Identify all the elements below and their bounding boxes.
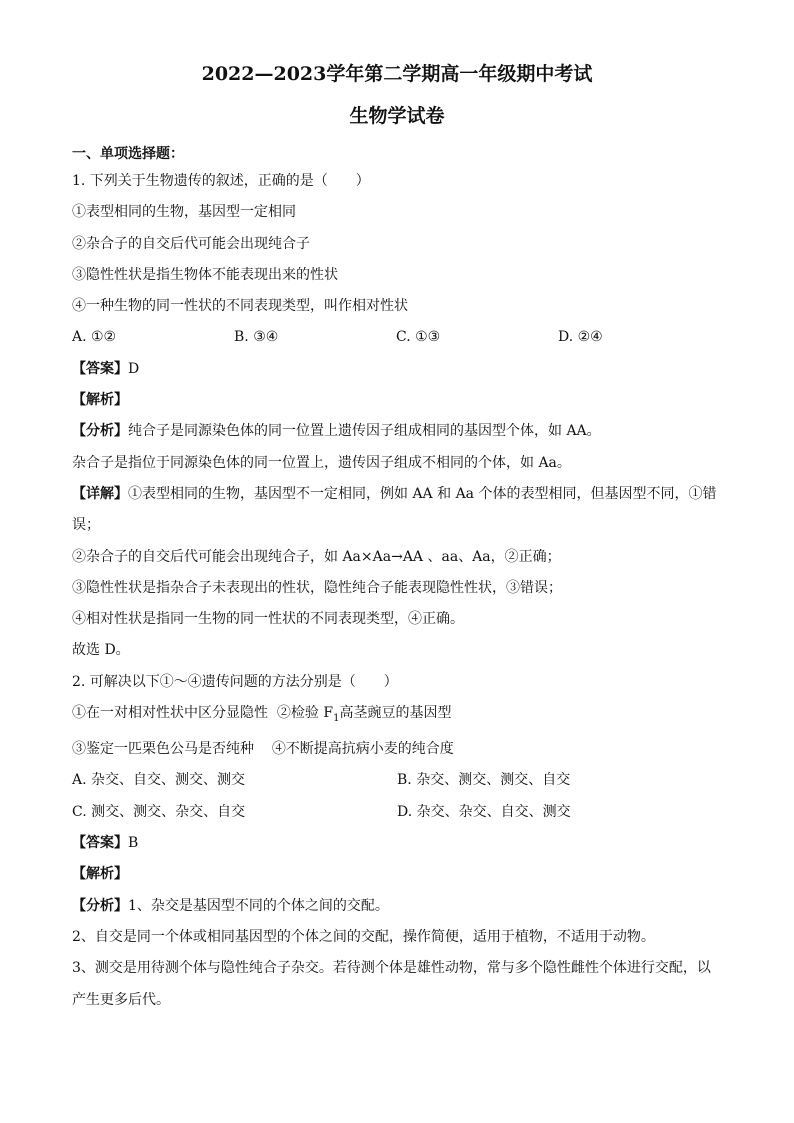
fenxi-text: 1、杂交是基因型不同的个体之间的交配。	[128, 897, 389, 914]
analysis-fenxi	[72, 891, 722, 922]
question-1-statement: ①表型相同的生物，基因型一定相同	[72, 204, 296, 221]
problem-3: ③鉴定一匹栗色公马是否纯种	[72, 741, 254, 758]
analysis-fenxi-line: 3、测交是用待测个体与隐性纯合子杂交。若待测个体是雄性动物，常与多个隐性雌性个体进行交配，以产生更多后代。	[72, 960, 711, 1008]
problem-2	[276, 705, 452, 724]
option-a: A. 杂交、自交、测交、测交	[72, 772, 246, 789]
xiangjie-tag: 【详解】	[72, 485, 128, 502]
answer-tag: 【答案】	[72, 835, 128, 852]
fenxi-tag: 【分析】	[72, 423, 128, 440]
analysis-fenxi-line: 2、自交是同一个体或相同基因型的个体之间的交配，操作简便，适用于植物，不适用于动物。	[72, 928, 655, 945]
problem-2-post: 高茎豌豆的基因型	[339, 705, 452, 722]
option-b: B. 杂交、测交、测交、自交	[397, 772, 571, 789]
option-d: D. ②④	[558, 329, 603, 346]
question-2-answer	[72, 828, 722, 859]
analysis-label: 【解析】	[72, 392, 128, 409]
analysis-fenxi	[72, 416, 722, 447]
analysis-xiangjie	[72, 479, 722, 542]
xiangjie-line: ②杂合子的自交后代可能会出现纯合子，如 Aa×Aa→AA 、aa、Aa，②正确；	[72, 548, 561, 565]
question-2-stem: 2. 可解决以下①～④遗传问题的方法分别是（ ）	[72, 673, 398, 690]
problem-2-pre: ②检验 F	[276, 705, 334, 722]
question-2-problems-row-2	[72, 734, 722, 765]
question-2-options-row-2	[72, 797, 722, 828]
xiangjie-text: ①表型相同的生物，基因型不一定相同，例如 AA 和 Aa 个体的表型相同，但基因型不同，①错误；	[72, 485, 717, 534]
problem-2-sub: 1	[333, 712, 340, 724]
xiangjie-line: ③隐性性状是指杂合子未表现出的性状，隐性纯合子能表现隐性性状，③错误；	[72, 579, 562, 596]
conclusion: 故选 D。	[72, 642, 130, 659]
question-2-options-row-1	[72, 765, 722, 796]
answer-tag: 【答案】	[72, 360, 128, 377]
analysis-label: 【解析】	[72, 866, 128, 883]
question-1-stem: 1. 下列关于生物遗传的叙述，正确的是（ ）	[72, 173, 370, 189]
question-1-statement: ②杂合子的自交后代可能会出现纯合子	[72, 235, 310, 252]
option-c: C. ①③	[396, 329, 441, 346]
xiangjie-line: ④相对性状是指同一生物的同一性状的不同表现类型，④正确。	[72, 611, 464, 628]
exam-title: 2022—2023学年第二学期高一年级期中考试	[201, 63, 593, 85]
section-heading: 一、单项选择题：	[72, 146, 184, 162]
option-b: B. ③④	[234, 329, 279, 346]
exam-subtitle: 生物学试卷	[349, 105, 445, 127]
question-1-answer	[72, 354, 722, 385]
problem-1: ①在一对相对性状中区分显隐性	[72, 705, 268, 722]
question-1-options	[72, 322, 722, 353]
option-a: A. ①②	[72, 329, 117, 346]
answer-value: D	[128, 360, 140, 377]
problem-4: ④不断提高抗病小麦的纯合度	[271, 741, 454, 758]
option-d: D. 杂交、杂交、自交、测交	[397, 803, 571, 820]
answer-value: B	[128, 835, 139, 852]
analysis-fenxi-line: 杂合子是指位于同源染色体的同一位置上，遗传因子组成不相同的个体，如 Aa。	[72, 454, 571, 471]
question-1-statement: ③隐性性状是指生物体不能表现出来的性状	[72, 266, 338, 283]
question-2-problems-row-1	[72, 698, 722, 734]
fenxi-tag: 【分析】	[72, 897, 128, 914]
question-1-statement: ④一种生物的同一性状的不同表现类型，叫作相对性状	[72, 298, 408, 315]
option-c: C. 测交、测交、杂交、自交	[72, 803, 246, 820]
fenxi-text: 纯合子是同源染色体的同一位置上遗传因子组成相同的基因型个体，如 AA。	[128, 423, 601, 440]
